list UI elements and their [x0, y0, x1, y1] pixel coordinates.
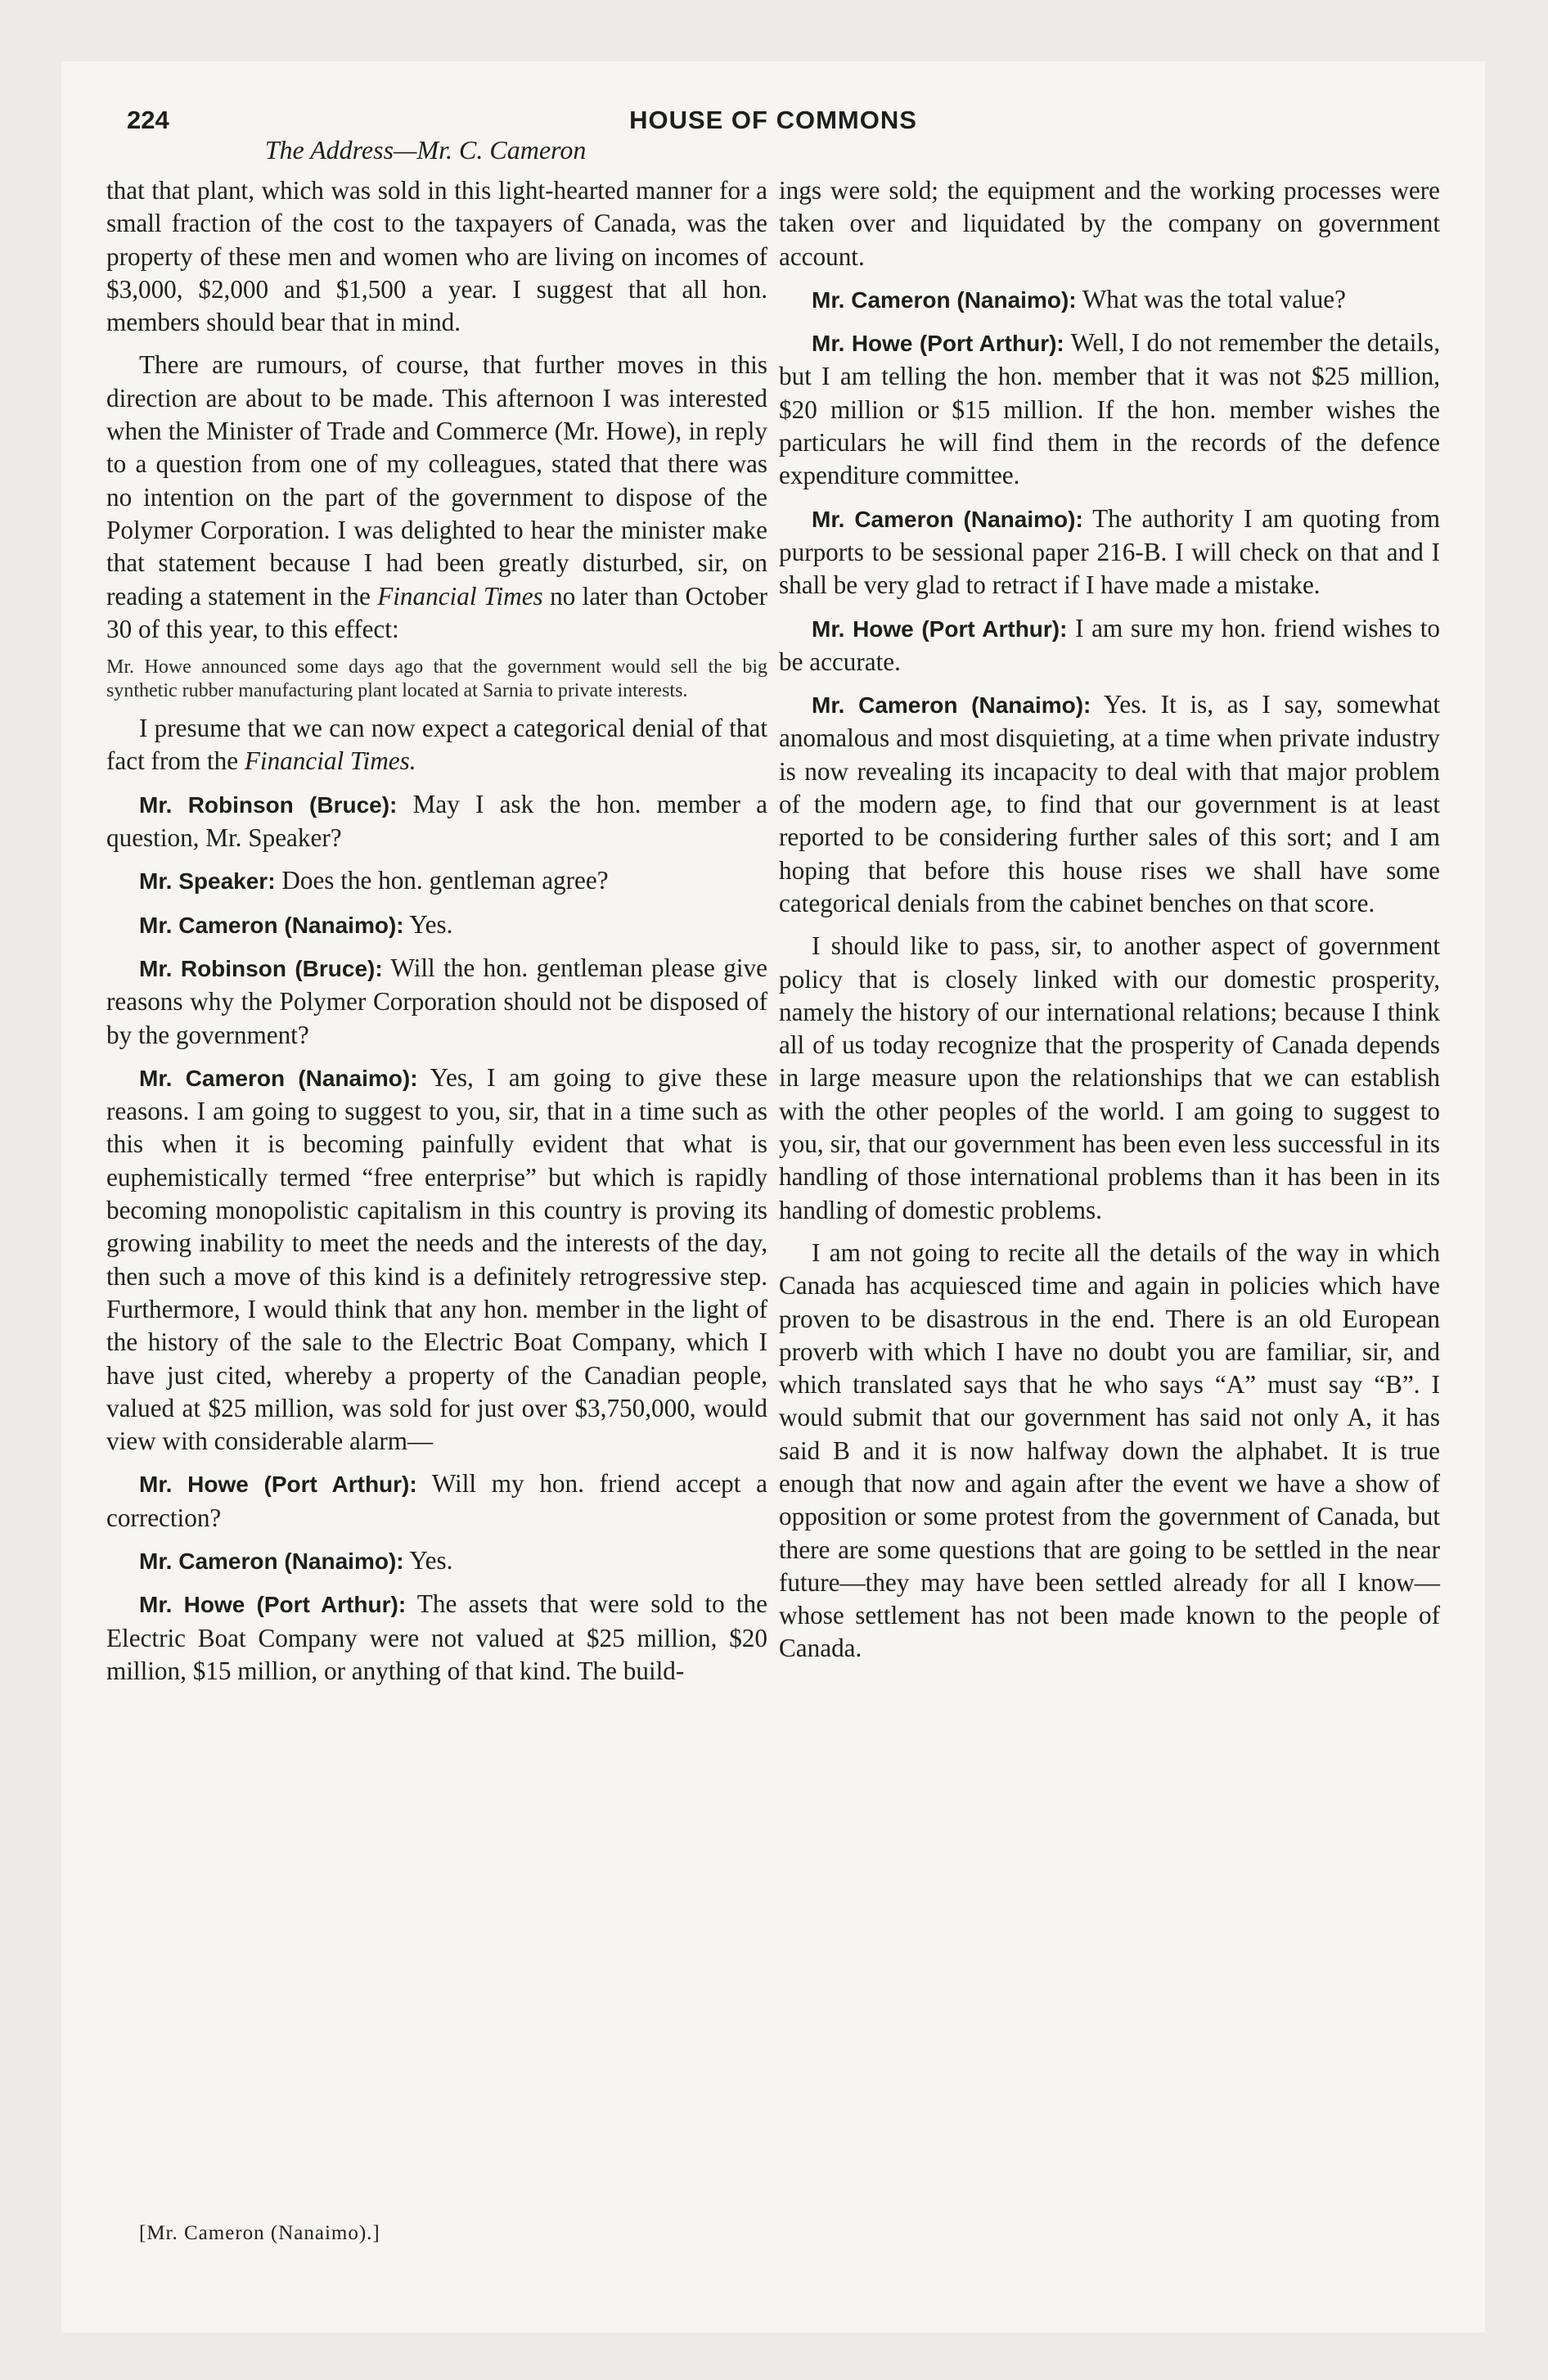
speech: Mr. Cameron (Nanaimo): Yes, I am going to give these reasons. I am going to suggest to you, sir, that in a time such as this when it is becoming painfully evident that what is euphemistically termed “free enterprise” but which is rapidly becoming monopolistic capitalism in this country is proving its growing inability to meet the needs and the interests of the day, then such a move of this kind is a definitely retrogressive step. Furthermore, I would think that any hon. member in the light of the history of the sale to the Electric Boat Company, which I have just cited, whereby a property of the Canadian people, valued at $25 million, was sold for just over $3,750,000, would view with considerable alarm— — [106, 1062, 767, 1456]
page-number: 224 — [127, 106, 169, 134]
footer-speaker-note: [Mr. Cameron (Nanaimo).] — [139, 2222, 380, 2244]
speech: Mr. Cameron (Nanaimo): The authority I am quoting from purports to be sessional paper 216-B. I will check on that and I shall be very glad to retract if I have made a mistake. — [779, 503, 1440, 600]
speech: Mr. Howe (Port Arthur): I am sure my hon. friend wishes to be accurate. — [779, 613, 1440, 676]
speaker-name: Mr. Cameron (Nanaimo): — [139, 1548, 404, 1574]
publication-title: Financial Times. — [244, 746, 416, 776]
speaker-name: Mr. Cameron (Nanaimo): — [139, 1065, 418, 1091]
publication-title: Financial Times — [377, 581, 543, 611]
speech: Mr. Howe (Port Arthur): Well, I do not remember the details, but I am telling the hon. member that it was not $25 million, $20 million or $15 million. If the hon. member wishes the particulars he will find them in the records of the defence expenditure committee. — [779, 328, 1440, 490]
speech: Mr. Cameron (Nanaimo): Yes. — [106, 1544, 767, 1578]
right-column — [779, 174, 1440, 1675]
speech: Mr. Howe (Port Arthur): Will my hon. friend accept a correction? — [106, 1469, 767, 1532]
speaker-name: Mr. Howe (Port Arthur): — [139, 1592, 407, 1618]
paragraph: There are rumours, of course, that further moves in this direction are about to be made. This afternoon I was interested when the Minister of Trade and Commerce (Mr. Howe), in reply to a question from one of my colleagues, stated that there was no intention on the part of the government to dispose of the Polymer Corporation. I was delighted to hear the minister make that statement because I had been greatly disturbed, sir, on reading a statement in the Financial Times no later than October 30 of this year, to this effect: — [106, 350, 767, 643]
speech: Mr. Cameron (Nanaimo): Yes. It is, as I say, somewhat anomalous and most disquieting, at a time when private industry is now revealing its incapacity to deal with that major problem of the modern age, to find that our government is at least reported to be considering further sales of this sort; and I am hoping that before this house rises we shall have some categorical denials from the cabinet benches on that score. — [779, 690, 1440, 917]
block-quote: Mr. Howe announced some days ago that the government would sell the big synthetic rubber manufacturing plant located at Sarnia to private interests. — [106, 656, 767, 701]
speech: Mr. Robinson (Bruce): May I ask the hon. member a question, Mr. Speaker? — [106, 789, 767, 853]
paragraph: ings were sold; the equipment and the working processes were taken over and liquidated by the company on government account. — [779, 176, 1440, 271]
speaker-name: Mr. Howe (Port Arthur): — [812, 331, 1064, 357]
page-title: HOUSE OF COMMONS — [629, 106, 917, 134]
speech: Mr. Speaker: Does the hon. gentleman agree? — [106, 864, 767, 898]
page — [61, 61, 1485, 2333]
speaker-name: Mr. Robinson (Bruce): — [139, 955, 383, 981]
paragraph: I should like to pass, sir, to another aspect of government policy that is closely linked with our domestic prosperity, namely the history of our international relations; because I think all of us today recognize that the prosperity of Canada depends in large measure upon the relationships that we can establish with the other peoples of the world. I am going to suggest to you, sir, that our government has been even less successful in its handling of those international problems than it has been in its handling of domestic problems. — [779, 931, 1440, 1224]
speaker-name: Mr. Howe (Port Arthur): — [139, 1472, 417, 1498]
speech: Mr. Cameron (Nanaimo): What was the total value? — [779, 283, 1440, 317]
running-subtitle: The Address—Mr. C. Cameron — [264, 135, 587, 165]
speaker-name: Mr. Cameron (Nanaimo): — [812, 692, 1091, 719]
paragraph: I am not going to recite all the details of the way in which Canada has acquiesced time and again in policies which have proven to be disastrous in the end. There is an old European proverb with which I have no doubt you are familiar, sir, and which translated says that he who says “A” must say “B”. I would submit that our government has said not only A, it has said B and it is now halfway down the alphabet. It is true enough that now and again after the event we have a show of opposition or some protest from the government of Canada, but there are some questions that are going to be settled in the near future—they may have been settled already for all I know—whose settlement has not been made known to the people of Canada. — [779, 1237, 1440, 1663]
speaker-name: Mr. Speaker: — [139, 868, 276, 895]
speaker-name: Mr. Howe (Port Arthur): — [812, 615, 1068, 642]
speaker-name: Mr. Cameron (Nanaimo): — [812, 286, 1077, 313]
paragraph: I presume that we can now expect a categorical denial of that fact from the Financial Times. — [106, 714, 767, 776]
speech: Mr. Cameron (Nanaimo): Yes. — [106, 908, 767, 942]
speaker-name: Mr. Robinson (Bruce): — [139, 791, 398, 818]
speaker-name: Mr. Cameron (Nanaimo): — [139, 912, 404, 938]
speaker-name: Mr. Cameron (Nanaimo): — [812, 506, 1083, 532]
speech: Mr. Robinson (Bruce): Will the hon. gentleman please give reasons why the Polymer Corporation should not be disposed of by the government? — [106, 953, 767, 1049]
paragraph: that that plant, which was sold in this light-hearted manner for a small fraction of the cost to the taxpayers of Canada, was the property of these men and women who are living on incomes of $3,000, $2,000 and $1,500 a year. I suggest that all hon. members should bear that in mind. — [106, 176, 767, 337]
left-column — [106, 174, 767, 1697]
speech: Mr. Howe (Port Arthur): The assets that were sold to the Electric Boat Company were not valued at $25 million, $20 million, $15 million, or anything of that kind. The build- — [106, 1589, 767, 1685]
